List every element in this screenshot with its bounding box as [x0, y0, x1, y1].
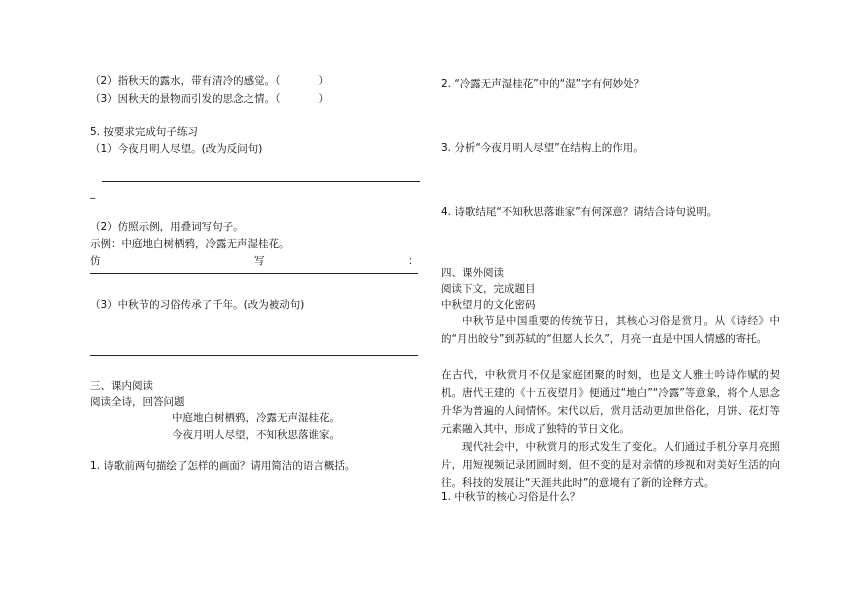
question-4: 4. 诗歌结尾“不知秋思落谁家”有何深意？请结合诗句说明。	[441, 206, 718, 218]
option-3-close: ）	[318, 93, 329, 105]
q5-part2-fang: 仿	[90, 255, 101, 267]
q5-part1-answer-line[interactable]	[102, 181, 420, 182]
question-3: 3. 分析“今夜月明人尽望”在结构上的作用。	[441, 142, 644, 154]
q5-part2: （2）仿照示例，用叠词写句子。	[90, 221, 244, 233]
q5-part2-answer-line[interactable]	[90, 273, 418, 274]
option-2-close: ）	[318, 75, 329, 87]
option-3	[90, 92, 329, 106]
article-title: 中秋望月的文化密码	[441, 299, 536, 311]
question-2: 2. “冷露无声湿桂花”中的“湿”字有何妙处？	[441, 78, 645, 90]
q5-part3-answer-line[interactable]	[90, 355, 418, 356]
q5-part1: （1）今夜月明人尽望。(改为反问句)	[90, 143, 263, 155]
section-3-intro: 阅读全诗，回答问题	[90, 396, 185, 408]
poem-line-2: 今夜月明人尽望，不知秋思落谁家。	[172, 429, 340, 441]
section-3-title: 三、课内阅读	[90, 380, 153, 392]
poem-line-1: 中庭地白树栖鸦，冷露无声湿桂花。	[172, 412, 340, 424]
option-3-text: （3）因秋天的景物而引发的思念之情。（	[90, 93, 281, 105]
q5-part3: （3）中秋节的习俗传承了千年。(改为被动句)	[90, 299, 305, 311]
article-paragraph-2: 在古代，中秋赏月不仅是家庭团聚的时刻，也是文人雅士吟诗作赋的契机。唐代王建的《十五夜望月》便通过“地白”“冷露”等意象，将个人思念升华为普遍的人间情怀。宋代以后，赏月活动更加世俗化，月饼、花灯等元素融入其中，形成了独特的节日文化。	[441, 369, 780, 435]
question-1: 1. 诗歌前两句描绘了怎样的画面？请用简洁的语言概括。	[90, 460, 356, 472]
option-2-text: （2）指秋天的露水，带有清冷的感觉。（	[90, 75, 281, 87]
question-last: 1. 中秋节的核心习俗是什么？	[441, 491, 581, 503]
section-4-intro: 阅读下文，完成题目	[441, 283, 536, 295]
q5-part2-example: 示例：中庭地白树栖鸦，冷露无声湿桂花。	[90, 238, 290, 250]
article-paragraph-3: 现代社会中，中秋赏月的形式发生了变化。人们通过手机分享月亮照片，用短视频记录团圆时刻，但不变的是对亲情的珍视和对美好生活的向往。科技的发展让“天涯共此时”的意境有了新的诠释方式。	[441, 441, 780, 489]
article-paragraph-1: 中秋节是中国重要的传统节日，其核心习俗是赏月。从《诗经》中的“月出皎兮”到苏轼的“但愿人长久”，月亮一直是中国人情感的寄托。	[441, 315, 780, 345]
q5-part2-colon: ：	[408, 255, 419, 267]
q5-part1-dash: _	[90, 187, 96, 199]
q5-part2-xie: 写	[254, 255, 265, 267]
q5-title: 5. 按要求完成句子练习	[90, 126, 198, 138]
option-2	[90, 74, 329, 88]
section-4-title: 四、课外阅读	[441, 267, 504, 279]
